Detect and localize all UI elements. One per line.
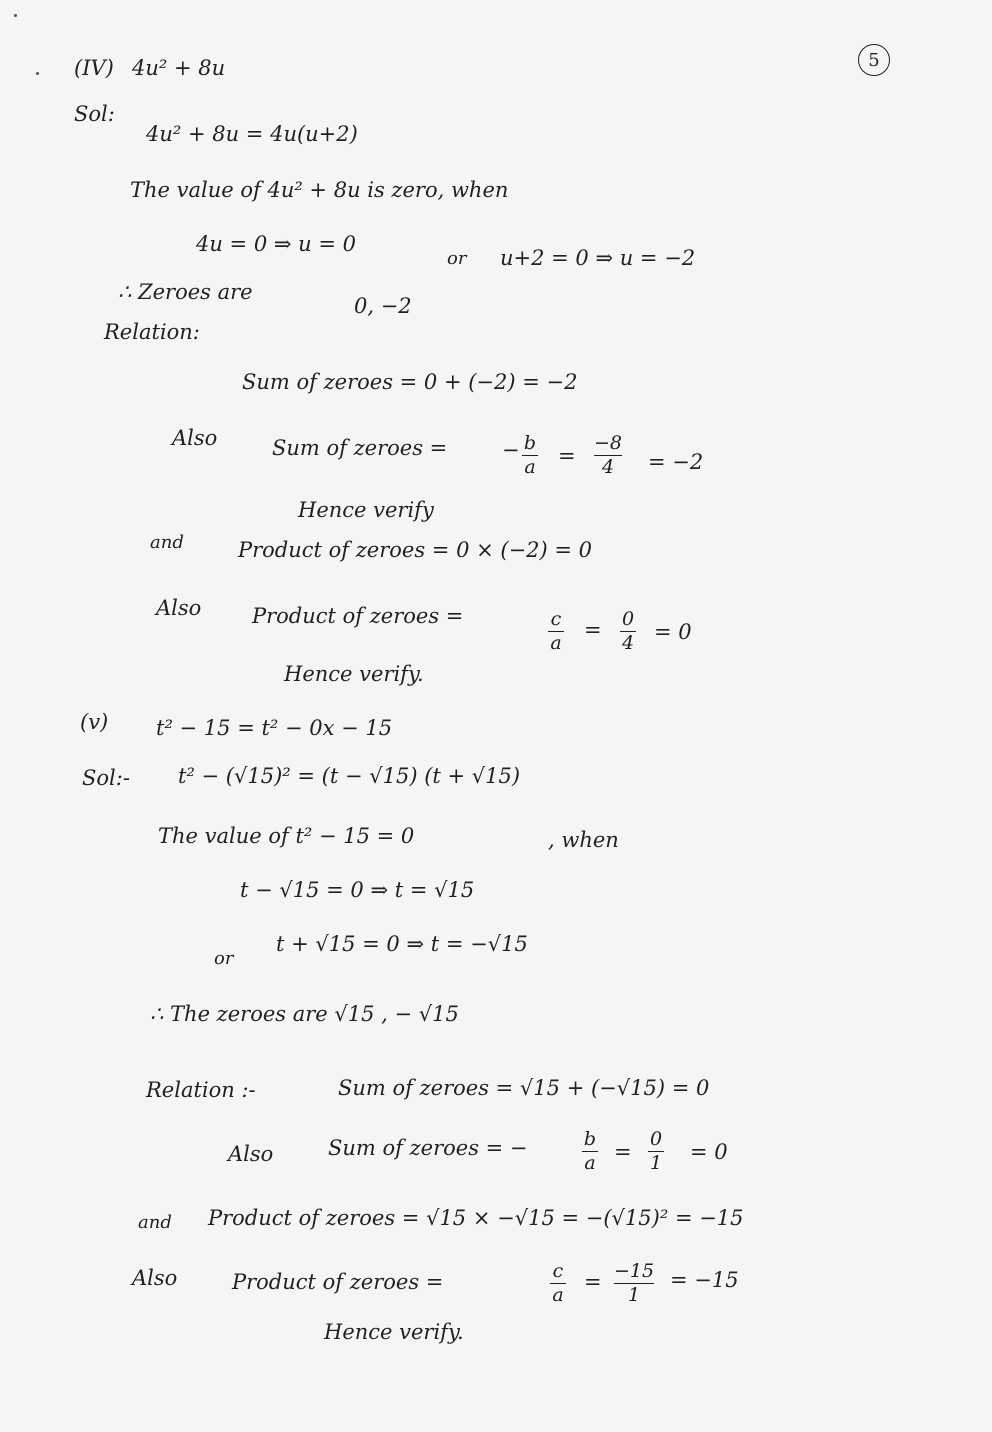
part-v-polynomial: t² − 15 = t² − 0x − 15 (156, 716, 393, 740)
fraction-denominator: a (552, 1284, 564, 1306)
part-v-sol-label: Sol:- (82, 766, 130, 790)
fraction-denominator: a (550, 632, 562, 654)
part-v-equals: = (614, 1140, 632, 1164)
part-v-fraction-c-over-a (550, 1262, 566, 1305)
page-number-badge: 5 (858, 44, 890, 76)
page-speck (14, 14, 17, 17)
part-v-value-statement: The value of t² − 15 = 0 (158, 824, 415, 848)
part-v-when: , when (548, 828, 619, 852)
part-iv-zeroes-values: 0, −2 (354, 294, 412, 318)
fraction-numerator: c (550, 608, 562, 630)
part-iv-sum-of-zeroes: Sum of zeroes = 0 + (−2) = −2 (242, 370, 578, 394)
part-v-hence-verify: Hence verify. (324, 1320, 464, 1344)
part-iv-sum-result: = −2 (648, 450, 704, 474)
part-iv-also-2: Also (156, 596, 202, 620)
part-v-fraction-neg15-over-1 (614, 1262, 654, 1305)
fraction-numerator: b (583, 1128, 597, 1150)
part-v-label: (v) (80, 710, 109, 734)
fraction-denominator: 4 (621, 632, 635, 654)
part-iv-fraction-b-over-a (522, 434, 538, 477)
part-v-relation-heading: Relation :- (146, 1078, 256, 1102)
fraction-numerator: 0 (649, 1128, 663, 1150)
part-iv-minus-sign: − (502, 438, 520, 462)
part-iv-polynomial: 4u² + 8u (132, 56, 226, 80)
part-v-condition-2: t + √15 = 0 ⇒ t = −√15 (276, 932, 528, 956)
part-v-product-of-zeroes: Product of zeroes = √15 × −√15 = −(√15)² = −15 (208, 1206, 744, 1230)
fraction-denominator: 1 (628, 1284, 641, 1306)
part-iv-hence-verify-2: Hence verify. (284, 662, 424, 686)
part-iv-sol-label: Sol: (74, 102, 115, 126)
fraction-numerator: −15 (614, 1260, 655, 1282)
fraction-numerator: −8 (594, 432, 623, 454)
part-v-also-2: Also (132, 1266, 178, 1290)
part-v-product-result: = −15 (670, 1268, 739, 1292)
fraction-denominator: 1 (649, 1152, 663, 1174)
part-iv-fraction-0-over-4 (620, 610, 636, 653)
part-v-sum-formula-lead: Sum of zeroes = − (328, 1136, 528, 1160)
fraction-numerator: b (523, 432, 537, 454)
part-iv-factorization: 4u² + 8u = 4u(u+2) (146, 122, 358, 146)
part-iv-or: or (447, 248, 467, 269)
part-iv-equals: = (558, 444, 576, 468)
part-v-sum-result: = 0 (690, 1140, 728, 1164)
part-v-and: and (138, 1212, 172, 1233)
part-iv-equals-2: = (584, 618, 602, 642)
part-iv-relation-heading: Relation: (104, 320, 200, 344)
part-iv-also-1: Also (172, 426, 218, 450)
part-iv-condition-2: u+2 = 0 ⇒ u = −2 (500, 246, 696, 270)
part-iv-fraction-neg8-over-4 (594, 434, 622, 477)
part-iv-and: and (150, 532, 184, 553)
part-iv-hence-verify-1: Hence verify (298, 498, 434, 522)
part-iv-fraction-c-over-a (548, 610, 564, 653)
part-v-product-formula-lead: Product of zeroes = (232, 1270, 444, 1294)
part-v-or: or (214, 948, 234, 969)
part-v-fraction-b-over-a (582, 1130, 598, 1173)
part-v-zeroes-statement: ∴ The zeroes are √15 , − √15 (150, 1002, 459, 1026)
part-v-condition-1: t − √15 = 0 ⇒ t = √15 (240, 878, 475, 902)
part-iv-label: (IV) (74, 56, 114, 80)
fraction-numerator: c (552, 1260, 564, 1282)
part-iv-zeroes-statement: ∴ Zeroes are (118, 280, 253, 304)
fraction-numerator: 0 (621, 608, 635, 630)
part-iv-product-of-zeroes: Product of zeroes = 0 × (−2) = 0 (238, 538, 593, 562)
part-iv-condition-1: 4u = 0 ⇒ u = 0 (196, 232, 356, 256)
part-iv-value-statement: The value of 4u² + 8u is zero, when (130, 178, 509, 202)
fraction-denominator: a (584, 1152, 596, 1174)
part-v-equals-2: = (584, 1270, 602, 1294)
part-v-factorization: t² − (√15)² = (t − √15) (t + √15) (178, 764, 521, 788)
page-speck (36, 72, 39, 75)
part-v-fraction-0-over-1 (648, 1130, 664, 1173)
fraction-denominator: 4 (601, 456, 615, 478)
part-iv-product-result: = 0 (654, 620, 692, 644)
fraction-denominator: a (524, 456, 536, 478)
part-v-also-1: Also (228, 1142, 274, 1166)
part-iv-sum-formula-lead: Sum of zeroes = (272, 436, 448, 460)
part-v-sum-of-zeroes: Sum of zeroes = √15 + (−√15) = 0 (338, 1076, 710, 1100)
part-iv-product-formula-lead: Product of zeroes = (252, 604, 464, 628)
